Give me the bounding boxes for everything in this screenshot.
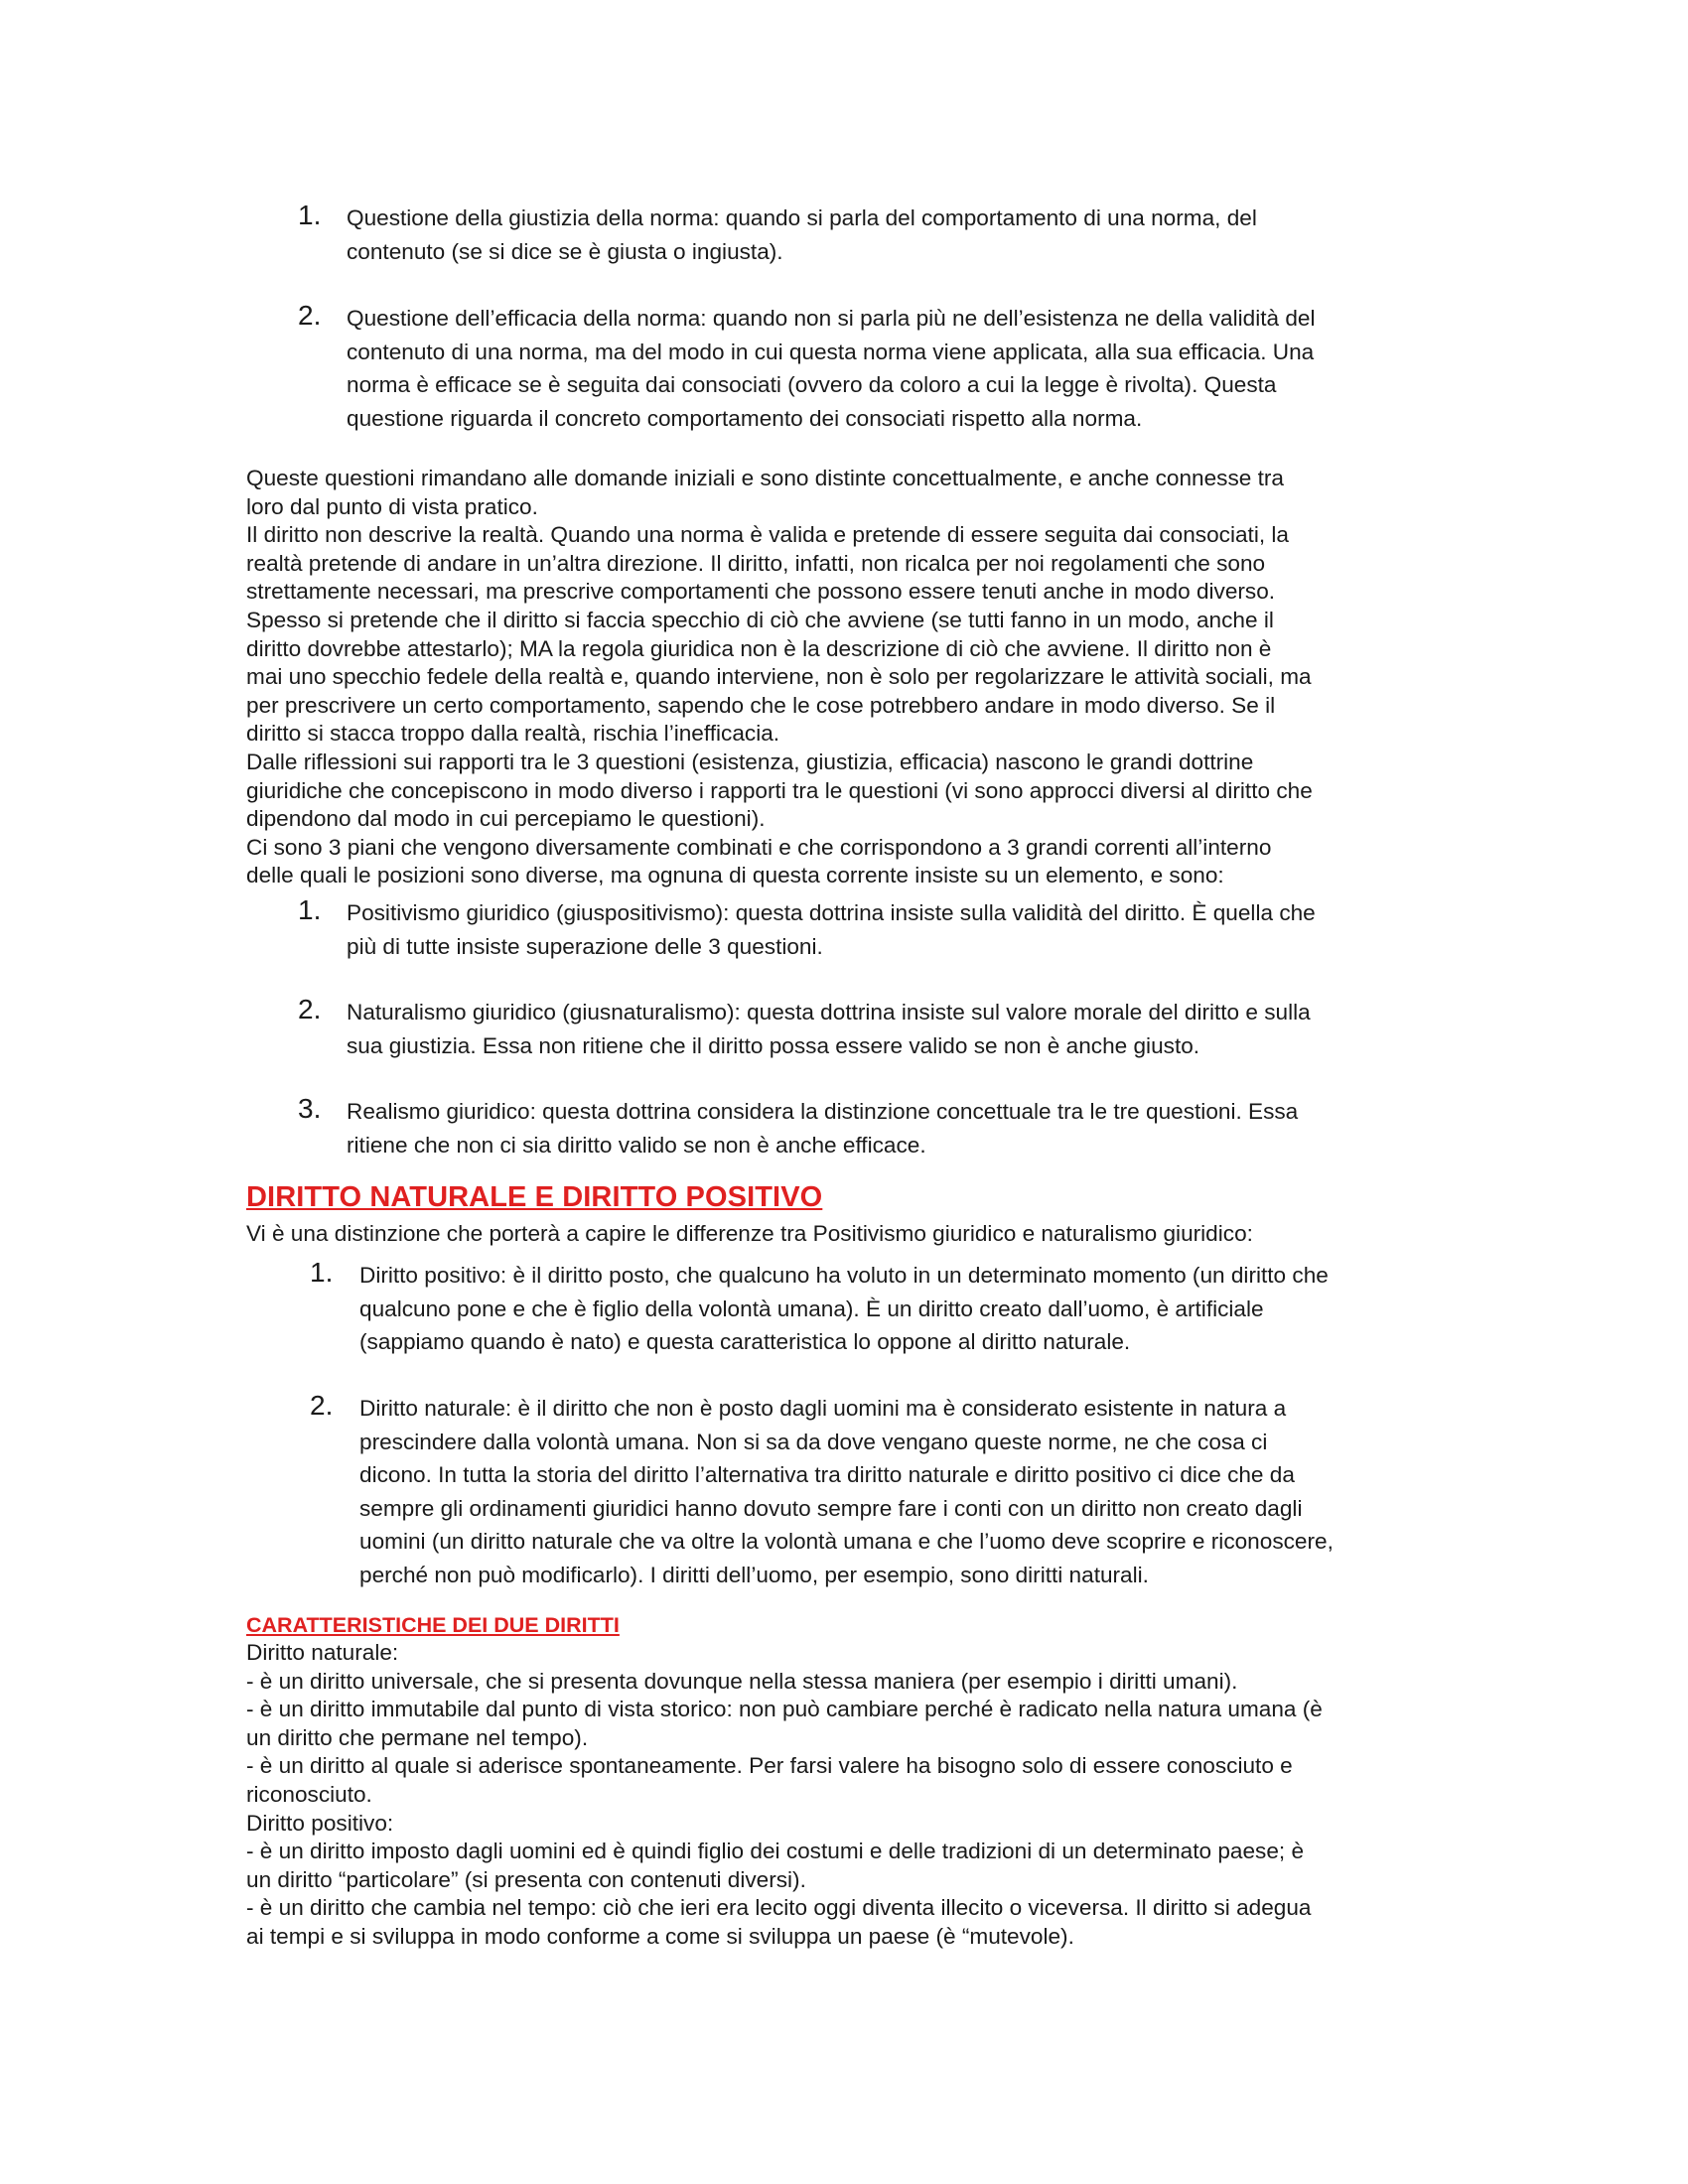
list-number: 2. [298,994,322,1024]
text-line: questione riguarda il concreto comportamento dei consociati rispetto alla norma. [347,405,1143,431]
text-line: Ci sono 3 piani che vengono diversamente combinati e che corrispondono a 3 grandi correnti all’interno [246,834,1272,860]
text-line: realtà pretende di andare in un’altra direzione. Il diritto, infatti, non ricalca per noi regolamenti che sono [246,550,1266,576]
text-line: riconosciuto. [246,1781,372,1807]
list-item-text [359,1259,1491,1359]
text-line: per prescrivere un certo comportamento, sapendo che le cose potrebbero andare in modo diverso. Se il [246,692,1276,718]
text-line: un diritto “particolare” (si presenta con contenuti diversi). [246,1866,806,1892]
text-line: ritiene che non ci sia diritto valido se non è anche efficace. [347,1132,926,1158]
text-line: strettamente necessari, ma prescrive comportamenti che possono essere tenuti anche in modo diverso. [246,579,1276,605]
text-line: un diritto che permane nel tempo). [246,1724,589,1750]
text-line: contenuto (se si dice se è giusta o ingiusta). [347,238,783,264]
intro-line: Vi è una distinzione che porterà a capire le differenze tra Positivismo giuridico e naturalismo giuridico: [246,1221,1253,1246]
subsection-heading: CARATTERISTICHE DEI DUE DIRITTI [246,1613,620,1637]
text-line: Dalle riflessioni sui rapporti tra le 3 questioni (esistenza, giustizia, efficacia) nascono le grandi dottrine [246,749,1254,774]
text-line: ai tempi e si sviluppa in modo conforme a come si sviluppa un paese (è “mutevole). [246,1923,1074,1949]
text-line: delle quali le posizioni sono diverse, ma ognuna di questa corrente insiste su un elemento, e sono: [246,863,1224,888]
text-line: Queste questioni rimandano alle domande iniziali e sono distinte concettualmente, e anche connesse tra [246,466,1284,490]
list-item-text [347,202,1488,268]
list-number: 3. [298,1093,322,1124]
text-line: sempre gli ordinamenti giuridici hanno dovuto sempre fare i conti con un diritto non creato dagli [359,1495,1303,1521]
list-item-text [359,1392,1491,1591]
text-line: giuridiche che concepiscono in modo diverso i rapporti tra le questioni (vi sono approcci diversi al diritto che [246,777,1313,803]
text-line: diritto si stacca troppo dalla realtà, rischia l’inefficacia. [246,721,780,747]
text-line: Naturalismo giuridico (giusnaturalismo): questa dottrina insiste sul valore morale del diritto e sulla [347,1000,1311,1024]
text-line: Spesso si pretende che il diritto si faccia specchio di ciò che avviene (se tutti fanno in un modo, anche il [246,607,1274,632]
text-line: dicono. In tutta la storia del diritto l’alternativa tra diritto naturale e diritto positivo ci dice che da [359,1462,1295,1487]
text-line: - è un diritto che cambia nel tempo: ciò che ieri era lecito oggi diventa illecito o viceversa. Il diritto si adegua [246,1895,1312,1921]
text-line: Questione dell’efficacia della norma: quando non si parla più ne dell’esistenza ne della validità del [347,306,1316,331]
text-line: perché non può modificarlo). I diritti dell’uomo, per esempio, sono diritti naturali. [359,1562,1149,1587]
list-item-text [347,302,1488,435]
list-item-text [347,1095,1488,1161]
list-item-text [347,996,1488,1062]
text-line: - è un diritto al quale si aderisce spontaneamente. Per farsi valere ha bisogno solo di essere conosciuto e [246,1753,1293,1779]
list-number: 2. [310,1390,334,1421]
text-line: loro dal punto di vista pratico. [246,493,538,519]
list-number: 2. [298,300,322,331]
text-line: dipendono dal modo in cui percepiamo le questioni). [246,806,766,832]
text-line: Diritto positivo: [246,1810,394,1836]
text-line: - è un diritto immutabile dal punto di vista storico: non può cambiare perché è radicato nella natura umana (è [246,1697,1323,1722]
section-heading: DIRITTO NATURALE E DIRITTO POSITIVO [246,1181,823,1213]
text-line: norma è efficace se è seguita dai consociati (ovvero da coloro a cui la legge è rivolta). Questa [347,372,1277,397]
text-line: mai uno specchio fedele della realtà e, quando interviene, non è solo per regolarizzare le attività sociali, ma [246,664,1312,690]
list-item-text [347,896,1488,963]
text-line: Questione della giustizia della norma: quando si parla del comportamento di una norma, del [347,205,1257,230]
text-line: contenuto di una norma, ma del modo in cui questa norma viene applicata, alla sua efficacia. Una [347,339,1315,364]
text-line: Realismo giuridico: questa dottrina considera la distinzione concettuale tra le tre questioni. Essa [347,1099,1299,1124]
text-line: Positivismo giuridico (giuspositivismo): questa dottrina insiste sulla validità del diritto. È quella che [347,900,1316,925]
characteristics-block [246,1639,1468,1952]
text-line: - è un diritto universale, che si presenta dovunque nella stessa maniera (per esempio i diritti umani). [246,1668,1238,1694]
text-line: Diritto naturale: è il diritto che non è posto dagli uomini ma è considerato esistente in natura a [359,1396,1287,1421]
text-line: - è un diritto imposto dagli uomini ed è quindi figlio dei costumi e delle tradizioni di un determinato paese; è [246,1839,1305,1864]
text-line: Diritto positivo: è il diritto posto, che qualcuno ha voluto in un determinato momento (un diritto che [359,1263,1329,1288]
text-line: qualcuno pone e che è figlio della volontà umana). È un diritto creato dall’uomo, è artificiale [359,1296,1264,1321]
list-number: 1. [298,200,322,230]
list-number: 1. [298,894,322,925]
list-number: 1. [310,1257,334,1288]
text-line: Il diritto non descrive la realtà. Quando una norma è valida e pretende di essere seguita dai consociati, la [246,522,1289,548]
text-line: prescindere dalla volontà umana. Non si sa da dove vengano queste norme, ne che cosa ci [359,1429,1268,1454]
text-line: più di tutte insiste superazione delle 3 questioni. [347,933,823,959]
text-line: diritto dovrebbe attestarlo); MA la regola giuridica non è la descrizione di ciò che avviene. Il diritto non è [246,635,1272,661]
text-line: sua giustizia. Essa non ritiene che il diritto possa essere valido se non è anche giusto. [347,1032,1200,1058]
text-line: (sappiamo quando è nato) e questa caratteristica lo oppone al diritto naturale. [359,1329,1131,1354]
text-line: Diritto naturale: [246,1640,399,1665]
text-line: uomini (un diritto naturale che va oltre la volontà umana e che l’uomo deve scoprire e riconoscere, [359,1529,1334,1554]
body-paragraph [246,465,1458,890]
